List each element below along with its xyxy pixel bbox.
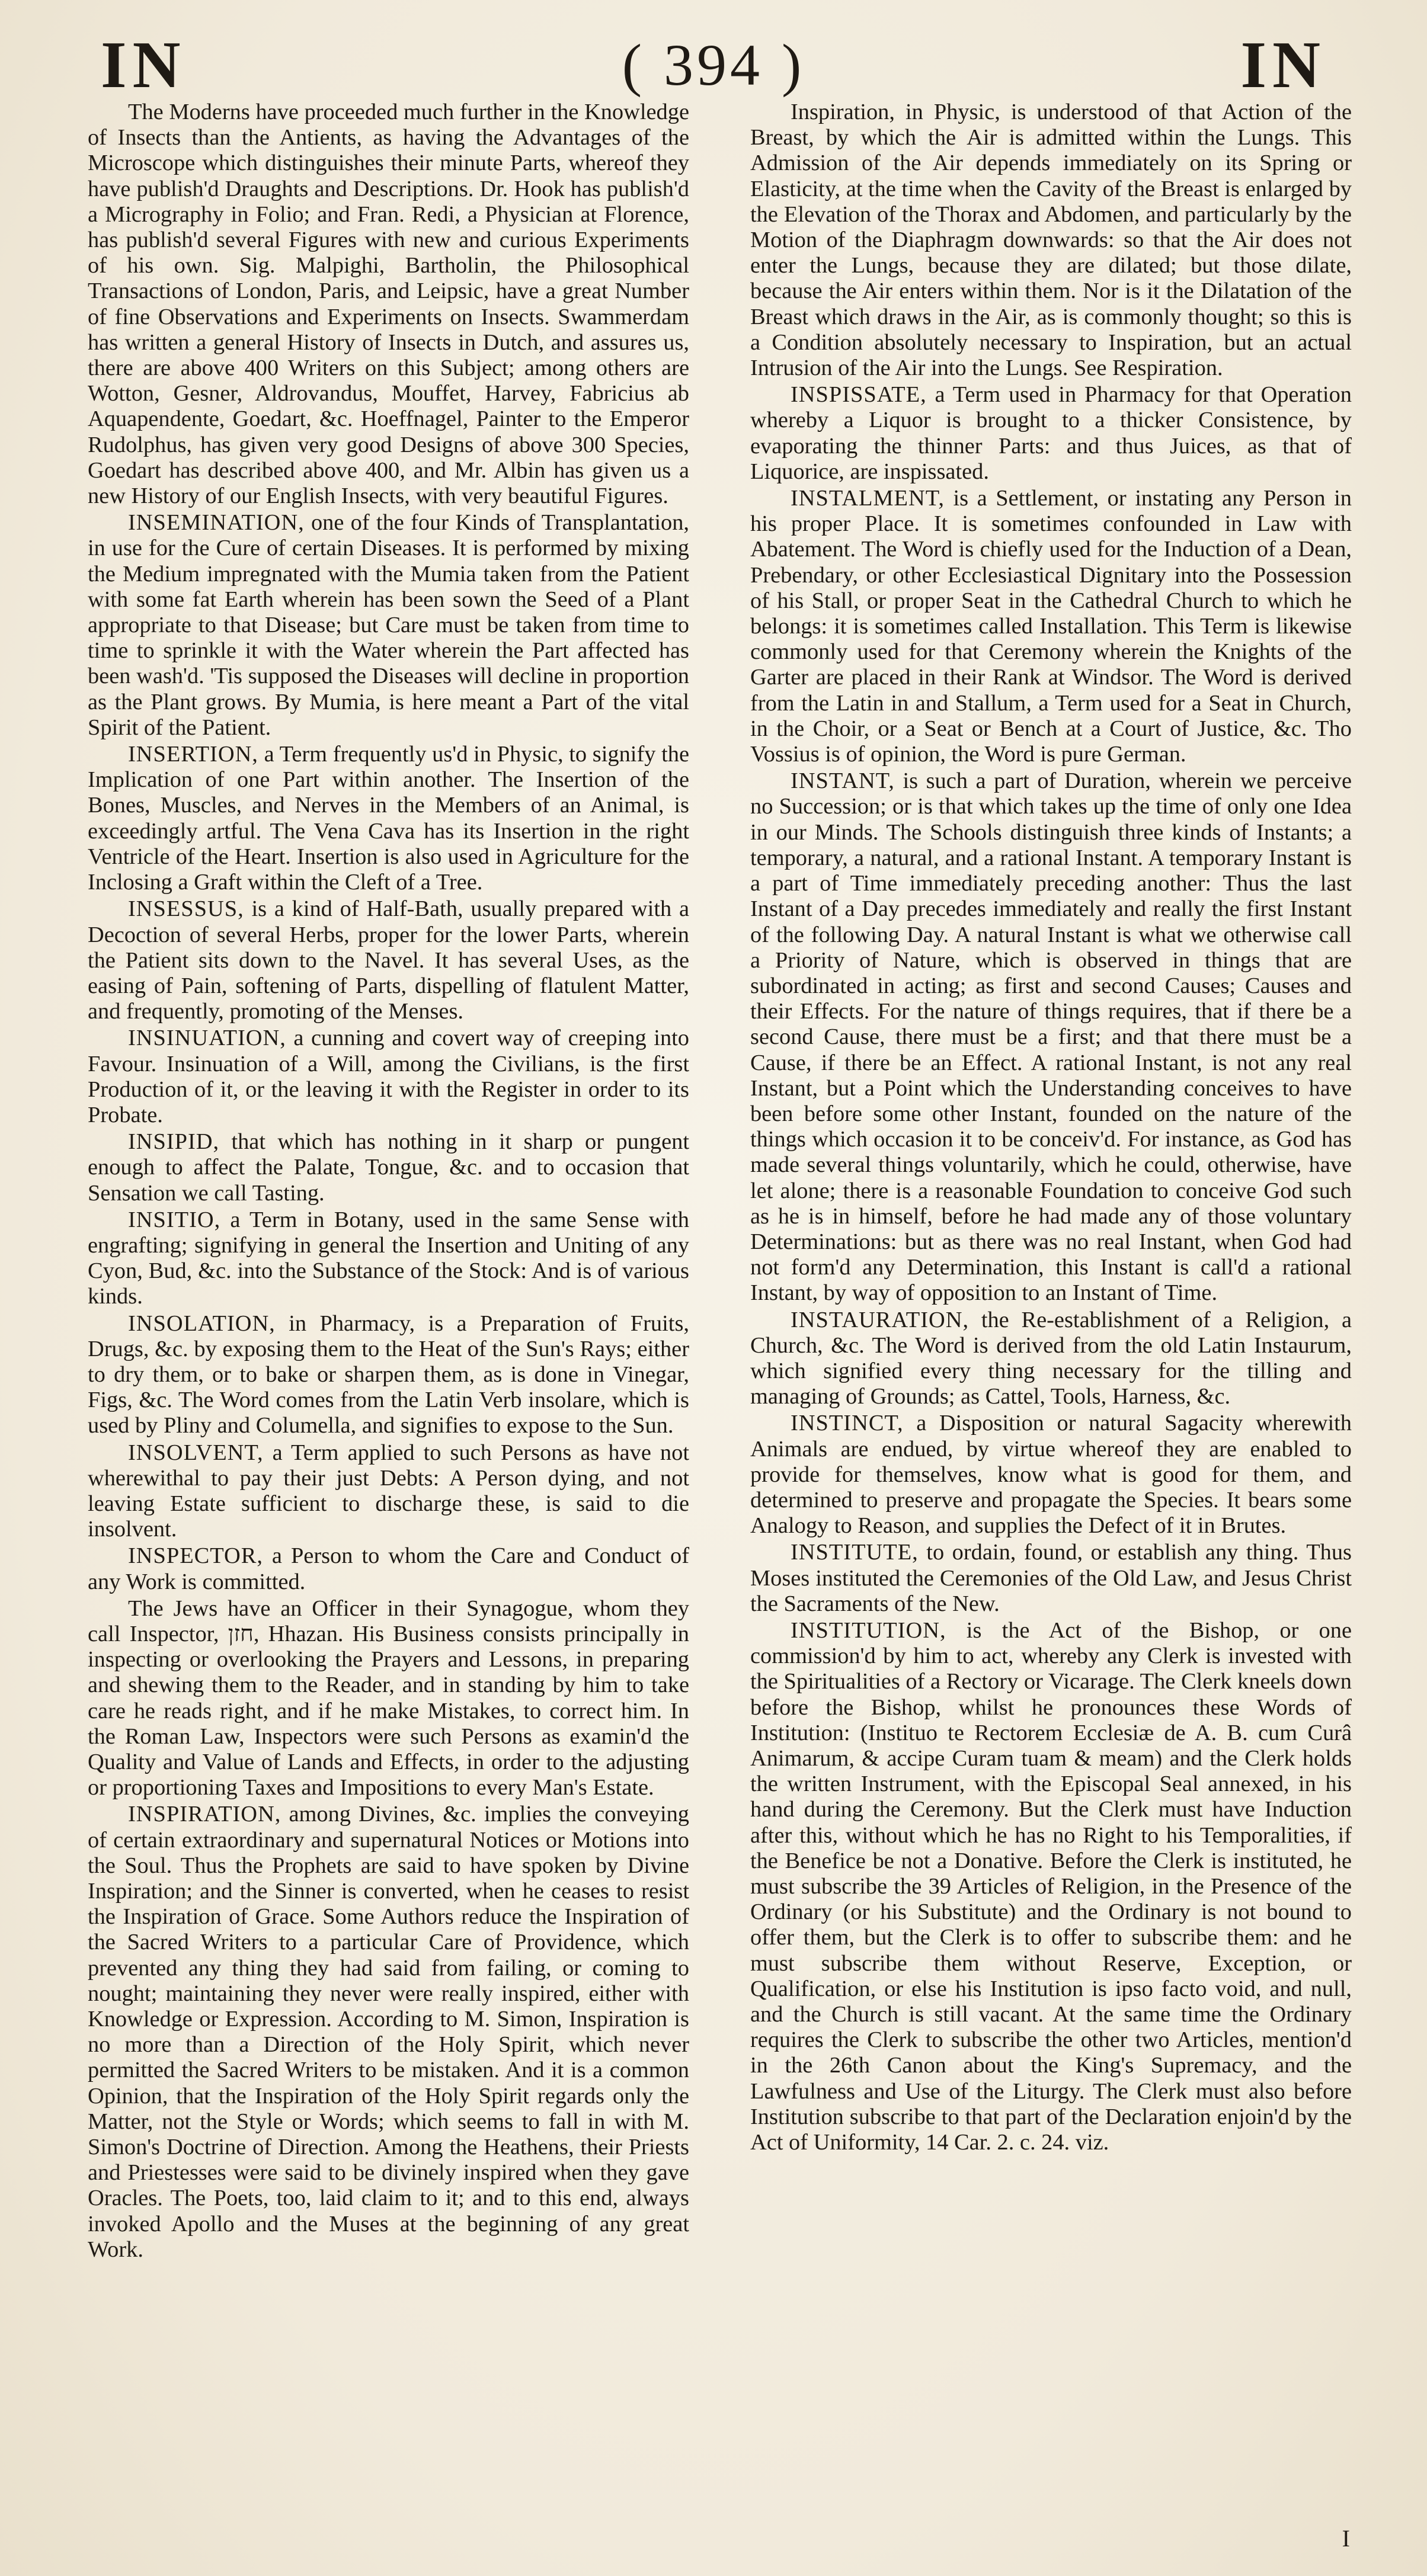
entry-insessus [88,896,689,1024]
entry-term: INSPECTOR, [128,1543,263,1569]
entry-instant [750,768,1352,1306]
entry-term: INSTITUTION, [791,1617,946,1643]
entry-text: is such a part of Duration, wherein we perceive no Succession; or is that which takes up the time of only one Idea in our Minds. The Schools distinguish three kinds of Instants; a temporary, a natural, and a rational Instant. A temporary Instant is a part of Time immediately preceding another: Thus the last Instant of a Day precedes immediately and really the first Instant of the following Day. A natural Instant is what we otherwise call a Priority of Nature, which is observed in things that are subordinated in acting; as first and second Causes; Causes and their Effects. For the nature of things requires, that if there be a second Cause, there must be a first; and that there must be a Cause, if there be an Effect. A rational Instant, is not any real Instant, but a Point which the Understanding conceives to have been before some other Instant, founded on the nature of the things which occasion it to be conceiv'd. For instance, as God has made several things voluntarily, which he could, otherwise, have let alone; there is a reasonable Foundation to conceive God such as he is in himself, before he had made any of those voluntary Determinations: but as there was no real Instant, when God had not form'd any Determination, this Instant is call'd a rational Instant, by way of opposition to an Instant of Time. [750,768,1352,1306]
entry-insinuation [88,1026,689,1128]
entry-term: INSITIO, [128,1207,221,1232]
entry-text: a Person to whom the Care and Conduct of any Work is committed. [88,1543,689,1594]
entry-term: INSERTION, [128,742,258,767]
entry-inspector-jews [88,1596,689,1801]
entry-text: in Pharmacy, is a Preparation of Fruits, Drugs, &c. by exposing them to the Heat of the Sun's Rays; either to dry them, or to bake or sharpen them, as is done in Vinegar, Figs, &c. The Word comes from the Latin Verb insolare, which is used by Pliny and Columella, and signifies to expose to the Sun. [88,1311,689,1438]
entry-term: INSIPID, [128,1129,220,1155]
running-head-left: IN [101,28,187,102]
entry-instalment [750,486,1352,767]
entry-text: a Term in Botany, used in the same Sense with engrafting; signifying in general the Insertion and Uniting of any Cyon, Bud, &c. into the Substance of the Stock: And is of various kinds. [88,1207,689,1309]
entry-term: INSOLVENT, [128,1440,264,1465]
entry-text: is a Settlement, or instating any Person in his proper Place. It is sometimes confounded in Law with Abatement. The Word is chiefly used for the Induction of a Dean, Prebendary, or other Ecclesiastical Dignitary into the Possession of his Stall, or proper Seat in the Cathedral Church to which he belongs: it is sometimes called Installation. This Term is likewise commonly used for that Ceremony wherein the Knights of the Garter are placed in their Rank at Windsor. The Word is derived from the Latin in and Stallum, a Term used for a Seat in Church, in the Choir, or a Seat or Bench at a Court of Justice, &c. Tho Vossius is of opinion, the Word is pure German. [750,486,1352,767]
entry-text: a Term used in Pharmacy for that Operation whereby a Liquor is brought to a thicker Consistence, by evaporating the thinner Parts: and thus Juices, as that of Liquorice, are inspissated. [750,382,1352,484]
entry-text: that which has nothing in it sharp or pungent enough to affect the Palate, Tongue, &c. and to occasion that Sensation we call Tasting. [88,1129,689,1206]
entry-term: INSTANT, [791,768,895,794]
entry-insolvent [88,1440,689,1543]
entry-text: a Disposition or natural Sagacity wherewith Animals are endued, by virtue whereof they are enabled to provide for themselves, know what is good for them, and determined to preserve and propagate the Species. It bears some Analogy to Reason, and supplies the Defect of it in Brutes. [750,1411,1352,1539]
left-column [88,100,689,2263]
page-number: ( 394 ) [622,32,805,98]
entry-text: among Divines, &c. implies the conveying of certain extraordinary and supernatural Notices or Motions into the Soul. Thus the Prophets are said to have spoken by Divine Inspiration; and the Sinner is converted, when he ceases to resist the Inspiration of Grace. Some Authors reduce the Inspiration of the Sacred Writers to a particular Care of Providence, which prevented any thing they had said from failing, or coming to nought; maintaining they never were really inspired, either with Knowledge or Expression. According to M. Simon, Inspiration is no more than a Direction of the Holy Spirit, which never permitted the Sacred Writers to be mistaken. And it is a common Opinion, that the Inspiration of the Holy Spirit regards only the Matter, not the Style or Words; which seems to fall in with M. Simon's Doctrine of Direction. Among the Heathens, their Priests and Priestesses were said to be divinely inspired when they gave Oracles. The Poets, too, laid claim to it; and to this end, always invoked Apollo and the Muses at the beginning of any great Work. [88,1802,689,2262]
entry-instauration [750,1308,1352,1410]
entry-term: INSTINCT, [791,1411,904,1436]
entry-insemination [88,510,689,741]
catchword: I [1342,2525,1350,2552]
entry-inspiration [88,1802,689,2263]
entry-term: INSTAURATION, [791,1307,970,1332]
entry-instinct [750,1411,1352,1539]
entry-text: a Term frequently us'd in Physic, to signify the Implication of one Part within another. The Insertion of the Bones, Muscles, and Nerves in the Members of an Animal, is exceedingly artful. The Vena Cava has its Insertion in the right Ventricle of the Heart. Insertion is also used in Agriculture for the Inclosing a Graft within the Cleft of a Tree. [88,742,689,895]
entry-text: one of the four Kinds of Transplantation, in use for the Cure of certain Diseases. It is performed by mixing the Medium impregnated with the Mumia taken from the Patient with some fat Earth wherein has been sown the Seed of a Plant appropriate to that Disease; but Care must be taken from time to time to sprinkle it with the Water wherein the Part affected has been wash'd. 'Tis supposed the Diseases will decline in proportion as the Plant grows. By Mumia, is here meant a Part of the vital Spirit of the Patient. [88,510,689,740]
entry-text: is a kind of Half-Bath, usually prepared with a Decoction of several Herbs, proper for the lower Parts, wherein the Patient sits down to the Navel. It has several Uses, as the easing of Pain, softening of Parts, dispelling of flatulent Matter, and frequently, promoting of the Menses. [88,896,689,1024]
entry-text: Inspiration, in Physic, is understood of that Action of the Breast, by which the Air is admitted within the Lungs. This Admission of the Air depends immediately on its Spring or Elasticity, at the time when the Cavity of the Breast is enlarged by the Elevation of the Thorax and Abdomen, and particularly by the Motion of the Diaphragm downwards: so that the Air does not enter the Lungs, because they are dilated; but those dilate, because the Air enters within them. Nor is it the Dilatation of the Breast which draws in the Air, as is commonly thought; so this is a Condition absolutely necessary to Inspiration, but an actual Intrusion of the Air into the Lungs. See Respiration. [750,100,1352,381]
entry-term: INSEMINATION, [128,510,305,536]
entry-insitio [88,1207,689,1310]
entry-text: The Moderns have proceeded much further in the Knowledge of Insects than the Antients, as having the Advantages of the Microscope which distinguishes their minute Parts, whereof they have publish'd Draughts and Descriptions. Dr. Hook has publish'd a Micrography in Folio; and Fran. Redi, a Physician at Florence, has publish'd several Figures with new and curious Experiments of his own. Sig. Malpighi, Bartholin, the Philosophical Transactions of London, Paris, and Leipsic, have a great Number of fine Observations and Experiments on Insects. Swammerdam has written a general History of Insects in Dutch, and assures us, there are above 400 Writers on this Subject; among others are Wotton, Gesner, Aldrovandus, Mouffet, Harvey, Fabricius ab Aquapendente, Goedart, &c. Hoeffnagel, Painter to the Emperor Rudolphus, has given very good Designs of above 300 Species, Goedart has described above 400, and Mr. Albin has given us a new History of our English Insects, with very beautiful Figures. [88,100,689,509]
entry-term: INSTITUTE, [791,1540,919,1565]
running-head-right: IN [1240,28,1326,102]
entry-text: The Jews have an Officer in their Synagogue, whom they call Inspector, חזן, Hhazan. His Business consists principally in inspecting or overlooking the Prayers and Lessons, in preparing and shewing them to the Reader, and in standing by him to take care he reads right, and if he make Mistakes, to correct him. In the Roman Law, Inspectors were such Persons as examin'd the Quality and Value of Lands and Effects, in order to the adjusting or proportioning Taxes and Impositions to every Man's Estate. [88,1595,689,1800]
entry-institute [750,1540,1352,1617]
page-header [101,24,1326,107]
entry-insertion [88,742,689,895]
entry-term: INSTALMENT, [791,486,945,511]
entry-text: a cunning and covert way of creeping into Favour. Insinuation of a Will, among the Civilians, is the first Production of it, or the leaving it with the Register in order to its Probate. [88,1026,689,1127]
entry-term: INSPISSATE, [791,382,927,408]
entry-term: INSPIRATION, [128,1802,281,1827]
entry-inspissate [750,382,1352,485]
entry-term: INSESSUS, [128,896,244,922]
entry-term: INSINUATION, [128,1026,286,1051]
right-column [750,100,1352,2155]
entry-inspector [88,1543,689,1594]
entry-insects [88,100,689,509]
entry-insolation [88,1311,689,1439]
entry-term: INSOLATION, [128,1311,276,1336]
entry-institution [750,1618,1352,2155]
entry-inspiration-physic [750,100,1352,381]
entry-text: a Term applied to such Persons as have not wherewithal to pay their just Debts: A Person dying, and not leaving Estate sufficient to discharge these, is said to die insolvent. [88,1440,689,1542]
entry-insipid [88,1129,689,1206]
entry-text: is the Act of the Bishop, or one commission'd by him to act, whereby any Clerk is invested with the Spiritualities of a Rectory or Vicarage. The Clerk kneels down before the Bishop, whilst he pronounces these Words of Institution: (Instituo te Rectorem Ecclesiæ de A. B. cum Curâ Animarum, & accipe Curam tuam & meam) and the Clerk holds the written Instrument, with the Episcopal Seal annexed, in his hand during the Ceremony. But the Clerk must have Induction after this, without which he has no Right to his Temporalities, if the Benefice be not a Donative. Before the Clerk is instituted, he must subscribe the 39 Articles of Religion, in the Presence of the Ordinary (or his Substitute) and the Ordinary is not bound to offer them, but the Clerk is to offer to subscribe them: and he must subscribe them without Reserve, Exception, or Qualification, or else his Institution is ipso facto void, and null, and the Church is still vacant. At the same time the Ordinary requires the Clerk to subscribe the other two Articles, mention'd in the 26th Canon about the King's Supremacy, and the Lawfulness and Use of the Liturgy. The Clerk must also before Institution subscribe to that part of the Declaration enjoin'd by the Act of Uniformity, 14 Car. 2. c. 24. viz. [750,1617,1352,2155]
entry-text: the Re-establishment of a Religion, a Church, &c. The Word is derived from the old Latin Instaurum, which signified every thing necessary for the tilling and managing of Grounds; as Cattel, Tools, Harness, &c. [750,1307,1352,1409]
entry-text: to ordain, found, or establish any thing. Thus Moses instituted the Ceremonies of the Old Law, and Jesus Christ the Sacraments of the New. [750,1540,1352,1616]
